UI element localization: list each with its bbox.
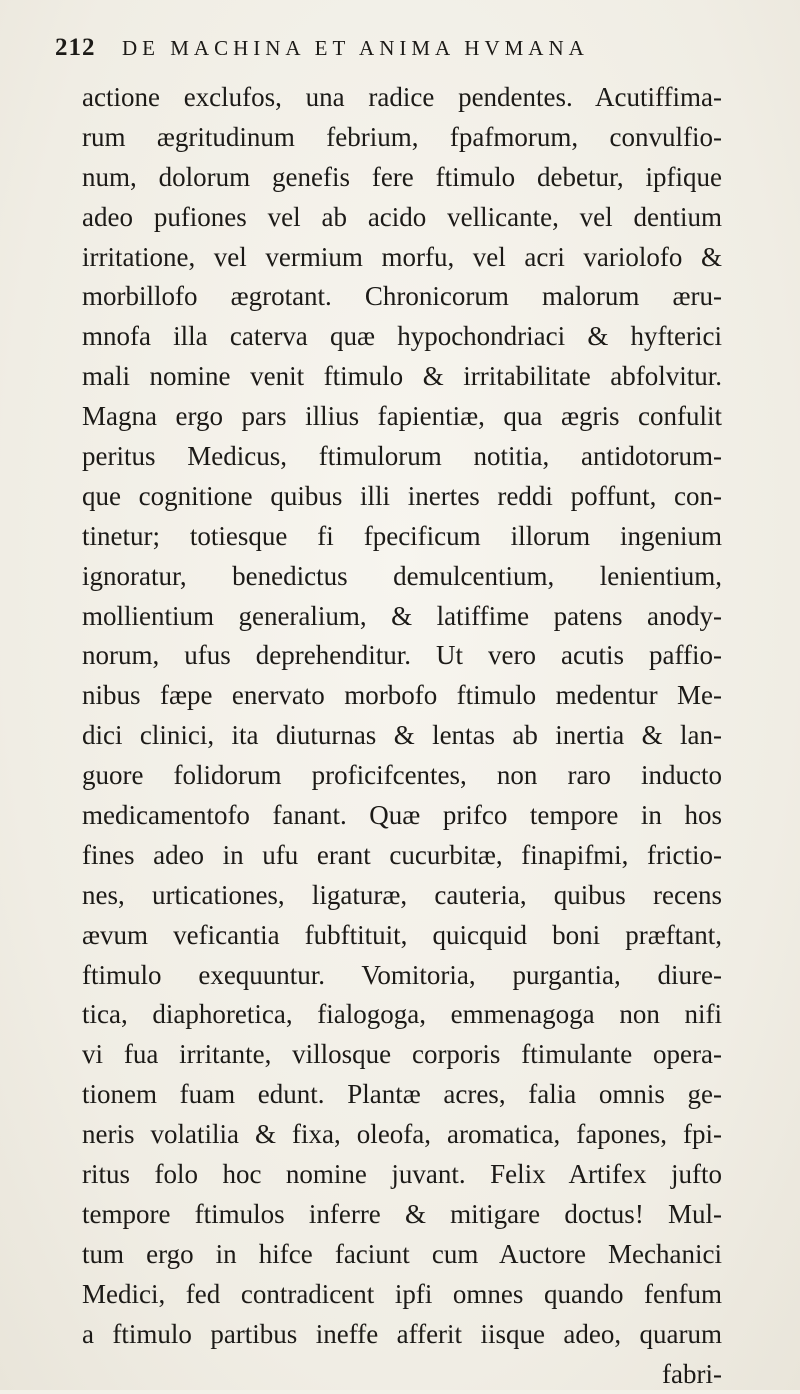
text-line: Medici, fed contradicent ipfi omnes quando fenfum <box>82 1275 722 1315</box>
text-line: nes, urticationes, ligaturæ, cauteria, quibus recens <box>82 876 722 916</box>
text-line: ritus folo hoc nomine juvant. Felix Artifex jufto <box>82 1155 722 1195</box>
text-line: norum, ufus deprehenditur. Ut vero acutis paffio- <box>82 636 722 676</box>
text-line: actione exclufos, una radice pendentes. Acutiffima- <box>82 78 722 118</box>
text-line: tica, diaphoretica, fialogoga, emmenagoga non nifi <box>82 995 722 1035</box>
text-line: vi fua irritante, villosque corporis ftimulante opera- <box>82 1035 722 1075</box>
text-line: tionem fuam edunt. Plantæ acres, falia omnis ge- <box>82 1075 722 1115</box>
page-header <box>55 34 755 74</box>
text-line: medicamentofo fanant. Quæ prifco tempore in hos <box>82 796 722 836</box>
text-line: Magna ergo pars illius fapientiæ, qua ægris confulit <box>82 397 722 437</box>
text-line: fines adeo in ufu erant cucurbitæ, finapifmi, frictio- <box>82 836 722 876</box>
text-line: irritatione, vel vermium morfu, vel acri variolofo & <box>82 238 722 278</box>
text-line: mnofa illa caterva quæ hypochondriaci & hyfterici <box>82 317 722 357</box>
text-line: tempore ftimulos inferre & mitigare doctus! Mul- <box>82 1195 722 1235</box>
catchword: fabri- <box>82 1355 722 1394</box>
text-line: tinetur; totiesque fi fpecificum illorum ingenium <box>82 517 722 557</box>
text-line: nibus fæpe enervato morbofo ftimulo medentur Me- <box>82 676 722 716</box>
text-line: num, dolorum genefis fere ftimulo debetur, ipfique <box>82 158 722 198</box>
text-line: morbillofo ægrotant. Chronicorum malorum æru- <box>82 277 722 317</box>
body-text <box>82 78 722 1394</box>
text-line: que cognitione quibus illi inertes reddi poffunt, con- <box>82 477 722 517</box>
text-line: ftimulo exequuntur. Vomitoria, purgantia, diure- <box>82 956 722 996</box>
text-line: ignoratur, benedictus demulcentium, lenientium, <box>82 557 722 597</box>
text-line: peritus Medicus, ftimulorum notitia, antidotorum- <box>82 437 722 477</box>
text-line: rum ægritudinum febrium, fpafmorum, convulfio- <box>82 118 722 158</box>
text-line: ævum veficantia fubftituit, quicquid boni præftant, <box>82 916 722 956</box>
text-line: tum ergo in hifce faciunt cum Auctore Mechanici <box>82 1235 722 1275</box>
running-title: DE MACHINA ET ANIMA HVMANA <box>122 36 589 61</box>
page-number: 212 <box>55 34 110 62</box>
text-line: mollientium generalium, & latiffime patens anody- <box>82 597 722 637</box>
text-line: adeo pufiones vel ab acido vellicante, vel dentium <box>82 198 722 238</box>
text-line: a ftimulo partibus ineffe afferit iisque adeo, quarum <box>82 1315 722 1355</box>
text-line: dici clinici, ita diuturnas & lentas ab inertia & lan- <box>82 716 722 756</box>
text-line: guore folidorum proficifcentes, non raro inducto <box>82 756 722 796</box>
text-line: neris volatilia & fixa, oleofa, aromatica, fapones, fpi- <box>82 1115 722 1155</box>
text-line: mali nomine venit ftimulo & irritabilitate abfolvitur. <box>82 357 722 397</box>
